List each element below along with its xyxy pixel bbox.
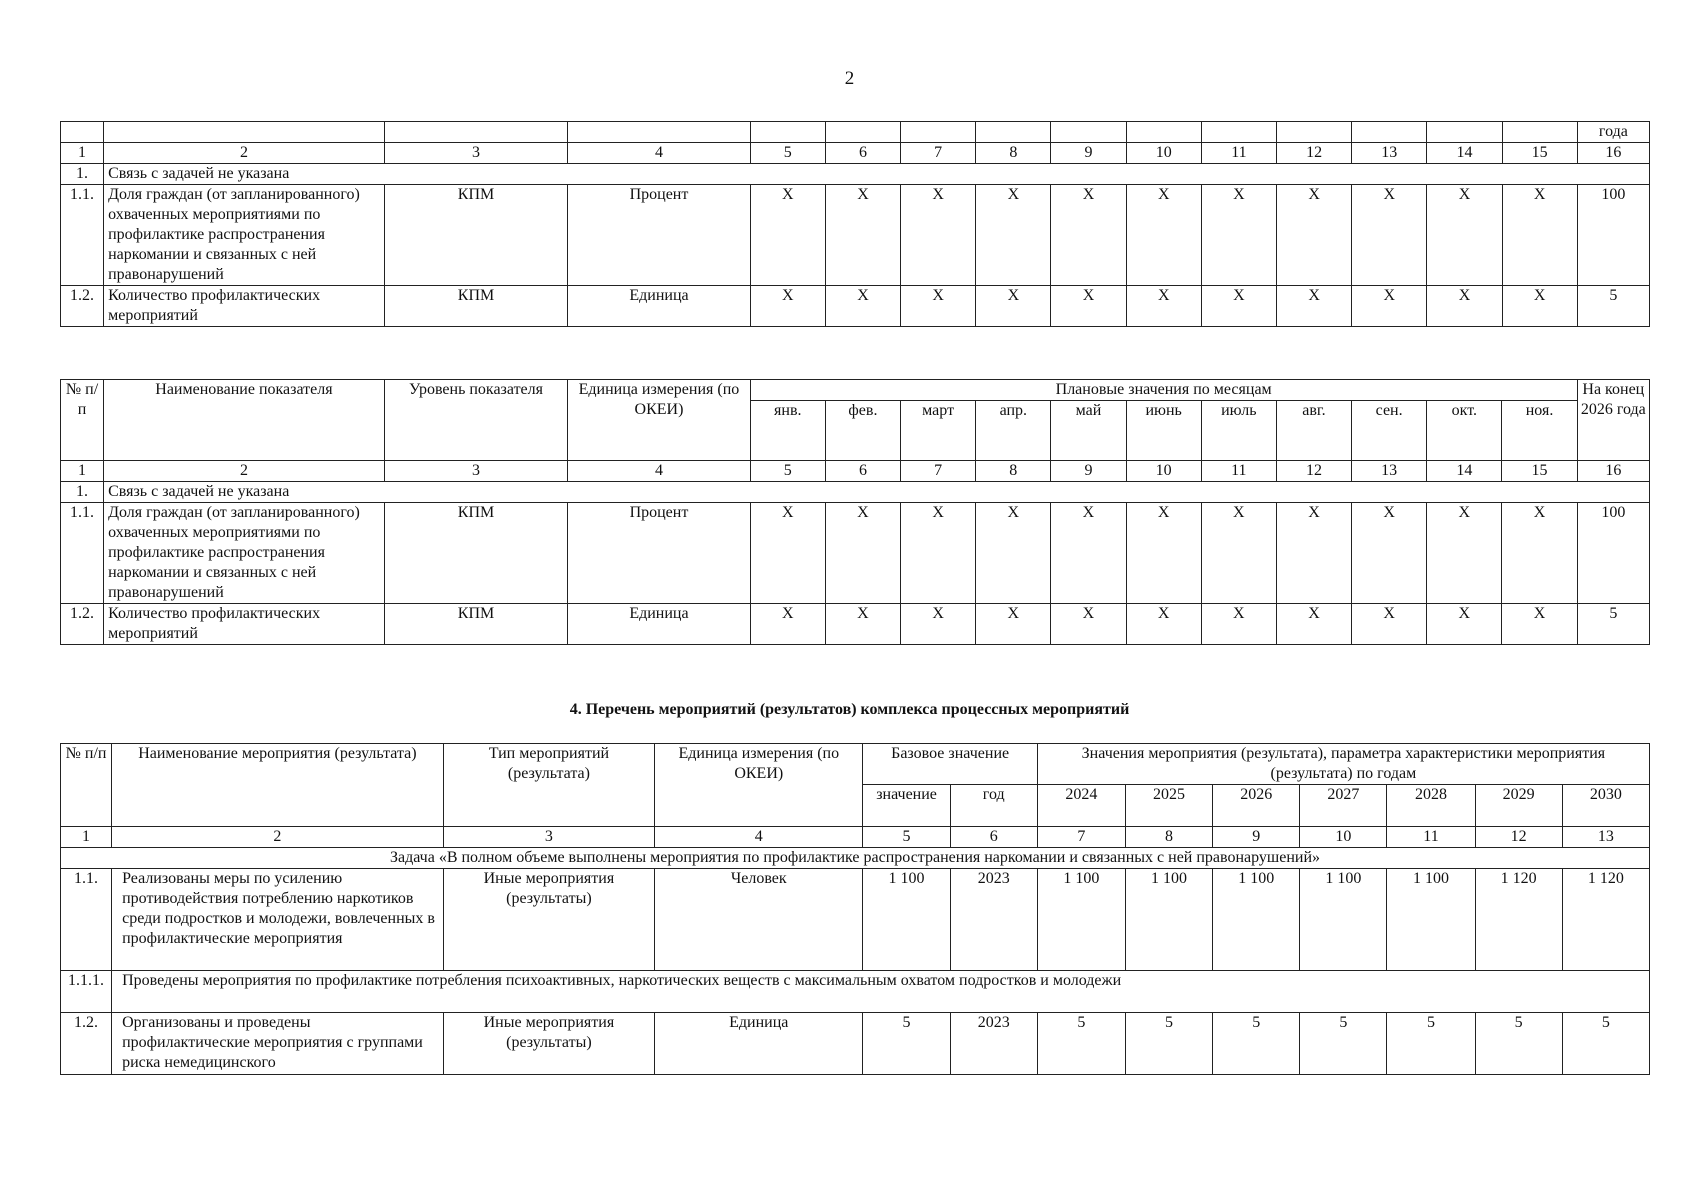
year-value: 1 120: [1562, 869, 1649, 971]
year-value: 5: [1475, 1013, 1562, 1075]
col-number: 10: [1126, 143, 1201, 164]
base-year: 2023: [950, 869, 1037, 971]
month-value: X: [1051, 286, 1126, 327]
col-number: 15: [1502, 143, 1577, 164]
measure-unit: Единица: [655, 1013, 863, 1075]
year-value: 1 120: [1475, 869, 1562, 971]
table-row: [61, 604, 1650, 645]
subrow-text: Проведены мероприятия по профилактике потребления психоактивных, наркотических веществ с максимальным охватом подростков и молодежи: [112, 971, 1650, 1013]
month-value: X: [901, 286, 976, 327]
col-number: 7: [901, 143, 976, 164]
month-value: X: [825, 604, 900, 645]
year-header: 2028: [1387, 785, 1475, 827]
col-number: 11: [1201, 461, 1276, 482]
col-number: 5: [750, 143, 825, 164]
base-year: 2023: [950, 1013, 1037, 1075]
month-header: апр.: [976, 401, 1051, 461]
header-level: Уровень показателя: [384, 380, 567, 461]
base-value: 5: [863, 1013, 950, 1075]
indicator-unit: Единица: [568, 604, 750, 645]
col-number: 14: [1427, 461, 1502, 482]
col-number: 16: [1577, 461, 1649, 482]
table-row: [61, 503, 1650, 604]
col-number: 10: [1300, 827, 1387, 848]
indicator-unit: Процент: [568, 185, 750, 286]
page-number: 2: [844, 68, 855, 89]
table1-section-row: [61, 164, 1650, 185]
header-measure-type: Тип мероприятий (результата): [443, 744, 654, 827]
col-number: 1: [61, 461, 104, 482]
monthly-plan-table: [60, 379, 1650, 645]
col-number: 11: [1387, 827, 1475, 848]
indicator-level: КПМ: [384, 185, 567, 286]
table3-header-row: [61, 744, 1650, 785]
table-row: [61, 869, 1650, 971]
month-value: X: [1276, 604, 1351, 645]
month-value: X: [1201, 286, 1276, 327]
month-value: X: [750, 185, 825, 286]
month-value: X: [1502, 185, 1577, 286]
header-number: № п/п: [61, 380, 104, 461]
row-number: 1.2.: [61, 286, 104, 327]
month-header: июнь: [1126, 401, 1201, 461]
year-value: 5: [1387, 1013, 1475, 1075]
measure-unit: Человек: [655, 869, 863, 971]
col-number: 3: [384, 143, 567, 164]
month-value: X: [1352, 604, 1427, 645]
indicator-name: Доля граждан (от запланированного) охваченных мероприятиями по профилактике распространения наркомании и связанных с ней правонарушений: [104, 503, 385, 604]
indicator-unit: Процент: [568, 503, 750, 604]
header-base-year: год: [950, 785, 1037, 827]
month-header: авг.: [1276, 401, 1351, 461]
table1-column-numbers: [61, 143, 1650, 164]
month-value: X: [1427, 286, 1502, 327]
section-title: 4. Перечень мероприятий (результатов) комплекса процессных мероприятий: [569, 701, 1130, 718]
month-value: X: [1201, 185, 1276, 286]
indicator-unit: Единица: [568, 286, 750, 327]
month-header: янв.: [750, 401, 825, 461]
table-row: [61, 286, 1650, 327]
month-value: X: [1126, 503, 1201, 604]
final-value: 100: [1577, 185, 1649, 286]
month-value: X: [1352, 503, 1427, 604]
month-value: X: [976, 185, 1051, 286]
month-value: X: [1427, 503, 1502, 604]
col-number: 7: [1037, 827, 1125, 848]
header-unit: Единица измерения (по ОКЕИ): [568, 380, 750, 461]
month-value: X: [1276, 503, 1351, 604]
row-number: 1.1.1.: [61, 971, 112, 1013]
col-number: 12: [1277, 143, 1352, 164]
month-value: X: [1352, 286, 1427, 327]
indicator-name: Количество профилактических мероприятий: [104, 604, 385, 645]
table2-section-row: [61, 482, 1650, 503]
year-value: 1 100: [1037, 869, 1125, 971]
month-header: май: [1051, 401, 1126, 461]
row-number: 1.1.: [61, 185, 104, 286]
month-header: ноя.: [1502, 401, 1577, 461]
year-value: 5: [1562, 1013, 1649, 1075]
final-value: 5: [1577, 286, 1649, 327]
col-number: 4: [568, 461, 750, 482]
year-header: 2027: [1300, 785, 1387, 827]
month-header: фев.: [825, 401, 900, 461]
col-number: 7: [901, 461, 976, 482]
month-value: X: [1277, 185, 1352, 286]
col-number: 6: [825, 143, 900, 164]
task-text: Задача «В полном объеме выполнены мероприятия по профилактике распространения наркомании и связанных с ней правонарушений»: [61, 848, 1650, 869]
month-value: X: [825, 286, 900, 327]
year-header: 2030: [1562, 785, 1649, 827]
month-value: X: [1201, 604, 1276, 645]
table3-subrow: [61, 971, 1650, 1013]
col-number: 9: [1051, 143, 1126, 164]
year-value: 1 100: [1125, 869, 1212, 971]
year-value: 5: [1300, 1013, 1387, 1075]
indicator-level: КПМ: [384, 286, 567, 327]
col-number: 6: [825, 461, 900, 482]
month-value: X: [976, 604, 1051, 645]
measure-type: Иные мероприятия (результаты): [443, 1013, 654, 1075]
row-number: 1.1.: [61, 869, 112, 971]
section-number: 1.: [61, 164, 104, 185]
col-number: 11: [1201, 143, 1276, 164]
indicators-table-continued: [60, 121, 1650, 327]
month-value: X: [1502, 286, 1577, 327]
month-value: X: [1352, 185, 1427, 286]
year-value: 1 100: [1300, 869, 1387, 971]
table2-header-row: [61, 380, 1650, 401]
header-values-by-year: Значения мероприятия (результата), параметра характеристики мероприятия (результата) по годам: [1037, 744, 1649, 785]
year-header: 2024: [1037, 785, 1125, 827]
header-indicator-name: Наименование показателя: [104, 380, 385, 461]
col-number: 1: [61, 827, 112, 848]
month-value: X: [1126, 286, 1201, 327]
col-number: 12: [1475, 827, 1562, 848]
measures-table: [60, 743, 1650, 1075]
month-value: X: [901, 503, 976, 604]
col-number: 2: [104, 461, 385, 482]
year-header: 2026: [1213, 785, 1300, 827]
col-number: 5: [750, 461, 825, 482]
col-number: 16: [1577, 143, 1649, 164]
col-number: 8: [976, 143, 1051, 164]
month-value: X: [750, 503, 825, 604]
year-value: 5: [1125, 1013, 1212, 1075]
month-value: X: [1502, 604, 1577, 645]
header-unit: Единица измерения (по ОКЕИ): [655, 744, 863, 827]
col-number: 4: [568, 143, 750, 164]
header-number: № п/п: [61, 744, 112, 827]
indicator-name: Количество профилактических мероприятий: [104, 286, 385, 327]
year-value: 5: [1037, 1013, 1125, 1075]
year-value: 5: [1213, 1013, 1300, 1075]
row-number: 1.2.: [61, 1013, 112, 1075]
measure-name: Организованы и проведены профилактические мероприятия с группами риска немедицинского: [112, 1013, 444, 1075]
month-value: X: [1051, 604, 1126, 645]
row-number: 1.2.: [61, 604, 104, 645]
month-value: X: [1126, 185, 1201, 286]
header-end-of-year: На конец 2026 года: [1577, 380, 1649, 461]
col-number: 15: [1502, 461, 1577, 482]
month-value: X: [1201, 503, 1276, 604]
section-text: Связь с задачей не указана: [104, 482, 1650, 503]
table1-top-row: [61, 122, 1650, 143]
col-number: 2: [112, 827, 444, 848]
final-value: 5: [1577, 604, 1649, 645]
table3-column-numbers: [61, 827, 1650, 848]
year-value: 1 100: [1213, 869, 1300, 971]
month-value: X: [1126, 604, 1201, 645]
header-base-value-value: значение: [863, 785, 950, 827]
month-value: X: [976, 503, 1051, 604]
col-number: 12: [1276, 461, 1351, 482]
header-base-value: Базовое значение: [863, 744, 1037, 785]
final-value: 100: [1577, 503, 1649, 604]
row-number: 1.1.: [61, 503, 104, 604]
month-value: X: [976, 286, 1051, 327]
month-value: X: [750, 604, 825, 645]
col-number: 1: [61, 143, 104, 164]
measure-name: Реализованы меры по усилению противодействия потреблению наркотиков среди подростков и молодежи, вовлеченных в профилактические мероприятия: [112, 869, 444, 971]
col-number: 8: [1125, 827, 1212, 848]
year-header: 2029: [1475, 785, 1562, 827]
month-value: X: [901, 604, 976, 645]
table3-task-row: [61, 848, 1650, 869]
section-number: 1.: [61, 482, 104, 503]
measure-type: Иные мероприятия (результаты): [443, 869, 654, 971]
month-value: X: [1427, 604, 1502, 645]
header-measure-name: Наименование мероприятия (результата): [112, 744, 444, 827]
month-value: X: [1427, 185, 1502, 286]
col-number: 13: [1352, 143, 1427, 164]
col-number: 9: [1051, 461, 1126, 482]
year-value: 1 100: [1387, 869, 1475, 971]
base-value: 1 100: [863, 869, 950, 971]
col-number: 3: [384, 461, 567, 482]
table-row: [61, 1013, 1650, 1075]
col-number: 4: [655, 827, 863, 848]
month-value: X: [901, 185, 976, 286]
month-header: сен.: [1352, 401, 1427, 461]
col-number: 3: [443, 827, 654, 848]
col-number: 10: [1126, 461, 1201, 482]
col-number: 6: [950, 827, 1037, 848]
indicator-level: КПМ: [384, 503, 567, 604]
month-header: июль: [1201, 401, 1276, 461]
year-header: 2025: [1125, 785, 1212, 827]
col-number: 5: [863, 827, 950, 848]
col-number: 13: [1562, 827, 1649, 848]
month-value: X: [750, 286, 825, 327]
table-row: [61, 185, 1650, 286]
month-value: X: [1502, 503, 1577, 604]
month-value: X: [1051, 185, 1126, 286]
col-number: 2: [104, 143, 385, 164]
col-number: 13: [1352, 461, 1427, 482]
section-text: Связь с задачей не указана: [104, 164, 1650, 185]
month-value: X: [1277, 286, 1352, 327]
month-value: X: [825, 503, 900, 604]
month-header: март: [901, 401, 976, 461]
col-number: 14: [1427, 143, 1502, 164]
month-value: X: [825, 185, 900, 286]
col-number: 9: [1213, 827, 1300, 848]
indicator-level: КПМ: [384, 604, 567, 645]
table2-column-numbers: [61, 461, 1650, 482]
header-monthly-plan: Плановые значения по месяцам: [750, 380, 1577, 401]
col-number: 8: [976, 461, 1051, 482]
month-header: окт.: [1427, 401, 1502, 461]
month-value: X: [1051, 503, 1126, 604]
table1-top-cell: года: [1577, 122, 1649, 143]
indicator-name: Доля граждан (от запланированного) охваченных мероприятиями по профилактике распространения наркомании и связанных с ней правонарушений: [104, 185, 385, 286]
